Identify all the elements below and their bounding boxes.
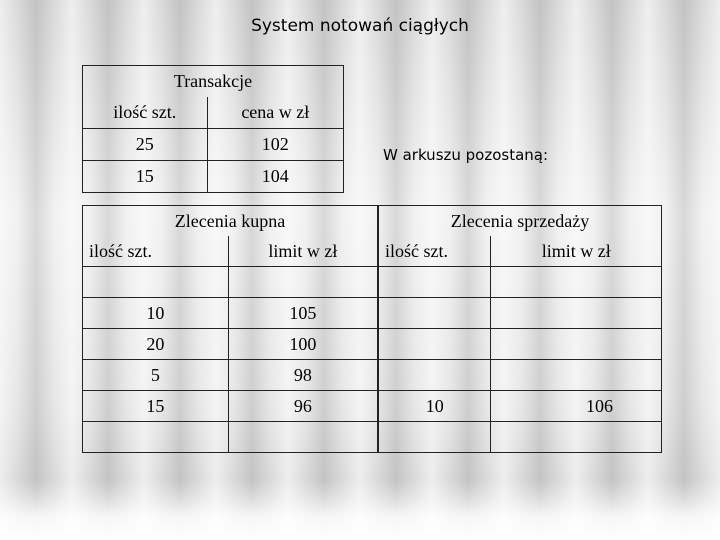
transactions-heading: Transakcje bbox=[83, 66, 344, 98]
cell-limit: 106 bbox=[491, 391, 662, 422]
cell-limit: 96 bbox=[228, 391, 377, 422]
sell-orders-table bbox=[378, 205, 662, 453]
transactions-col-quantity: ilość szt. bbox=[83, 97, 208, 129]
buy-orders-table bbox=[82, 205, 378, 453]
cell-quantity: 15 bbox=[83, 391, 229, 422]
cell-quantity bbox=[379, 422, 491, 453]
transactions-table bbox=[82, 65, 344, 193]
sell-orders-heading: Zlecenia sprzedaży bbox=[379, 206, 662, 237]
cell-limit bbox=[491, 298, 662, 329]
cell-limit bbox=[491, 422, 662, 453]
table-row bbox=[83, 298, 378, 329]
cell-quantity: 10 bbox=[83, 298, 229, 329]
cell-limit: 98 bbox=[228, 360, 377, 391]
cell-quantity: 10 bbox=[379, 391, 491, 422]
table-row bbox=[379, 298, 662, 329]
cell-quantity: 25 bbox=[83, 129, 208, 161]
cell-quantity bbox=[83, 267, 229, 298]
cell-price: 102 bbox=[207, 129, 343, 161]
cell-limit bbox=[491, 329, 662, 360]
cell-limit bbox=[491, 360, 662, 391]
cell-limit: 100 bbox=[228, 329, 377, 360]
cell-quantity bbox=[379, 267, 491, 298]
remaining-note: W arkuszu pozostaną: bbox=[383, 146, 549, 164]
cell-quantity bbox=[379, 360, 491, 391]
table-row bbox=[83, 422, 378, 453]
curtain-bottom bbox=[0, 480, 720, 540]
transactions-col-price: cena w zł bbox=[207, 97, 343, 129]
cell-price: 104 bbox=[207, 161, 343, 193]
cell-limit bbox=[228, 422, 377, 453]
cell-limit bbox=[491, 267, 662, 298]
table-row bbox=[83, 267, 378, 298]
table-row bbox=[379, 267, 662, 298]
cell-quantity: 5 bbox=[83, 360, 229, 391]
table-row bbox=[83, 329, 378, 360]
cell-quantity: 20 bbox=[83, 329, 229, 360]
cell-quantity bbox=[83, 422, 229, 453]
table-row bbox=[83, 360, 378, 391]
cell-quantity: 15 bbox=[83, 161, 208, 193]
buy-col-limit: limit w zł bbox=[228, 236, 377, 267]
table-row bbox=[83, 129, 344, 161]
table-row bbox=[379, 391, 662, 422]
table-row bbox=[379, 329, 662, 360]
cell-limit: 105 bbox=[228, 298, 377, 329]
table-row bbox=[83, 391, 378, 422]
cell-limit bbox=[228, 267, 377, 298]
buy-orders-heading: Zlecenia kupna bbox=[83, 206, 378, 237]
slide-title: System notowań ciągłych bbox=[251, 16, 469, 36]
sell-col-quantity: ilość szt. bbox=[379, 236, 491, 267]
cell-quantity bbox=[379, 298, 491, 329]
sell-col-limit: limit w zł bbox=[491, 236, 662, 267]
cell-quantity bbox=[379, 329, 491, 360]
table-row bbox=[83, 161, 344, 193]
table-row bbox=[379, 360, 662, 391]
buy-col-quantity: ilość szt. bbox=[83, 236, 229, 267]
table-row bbox=[379, 422, 662, 453]
